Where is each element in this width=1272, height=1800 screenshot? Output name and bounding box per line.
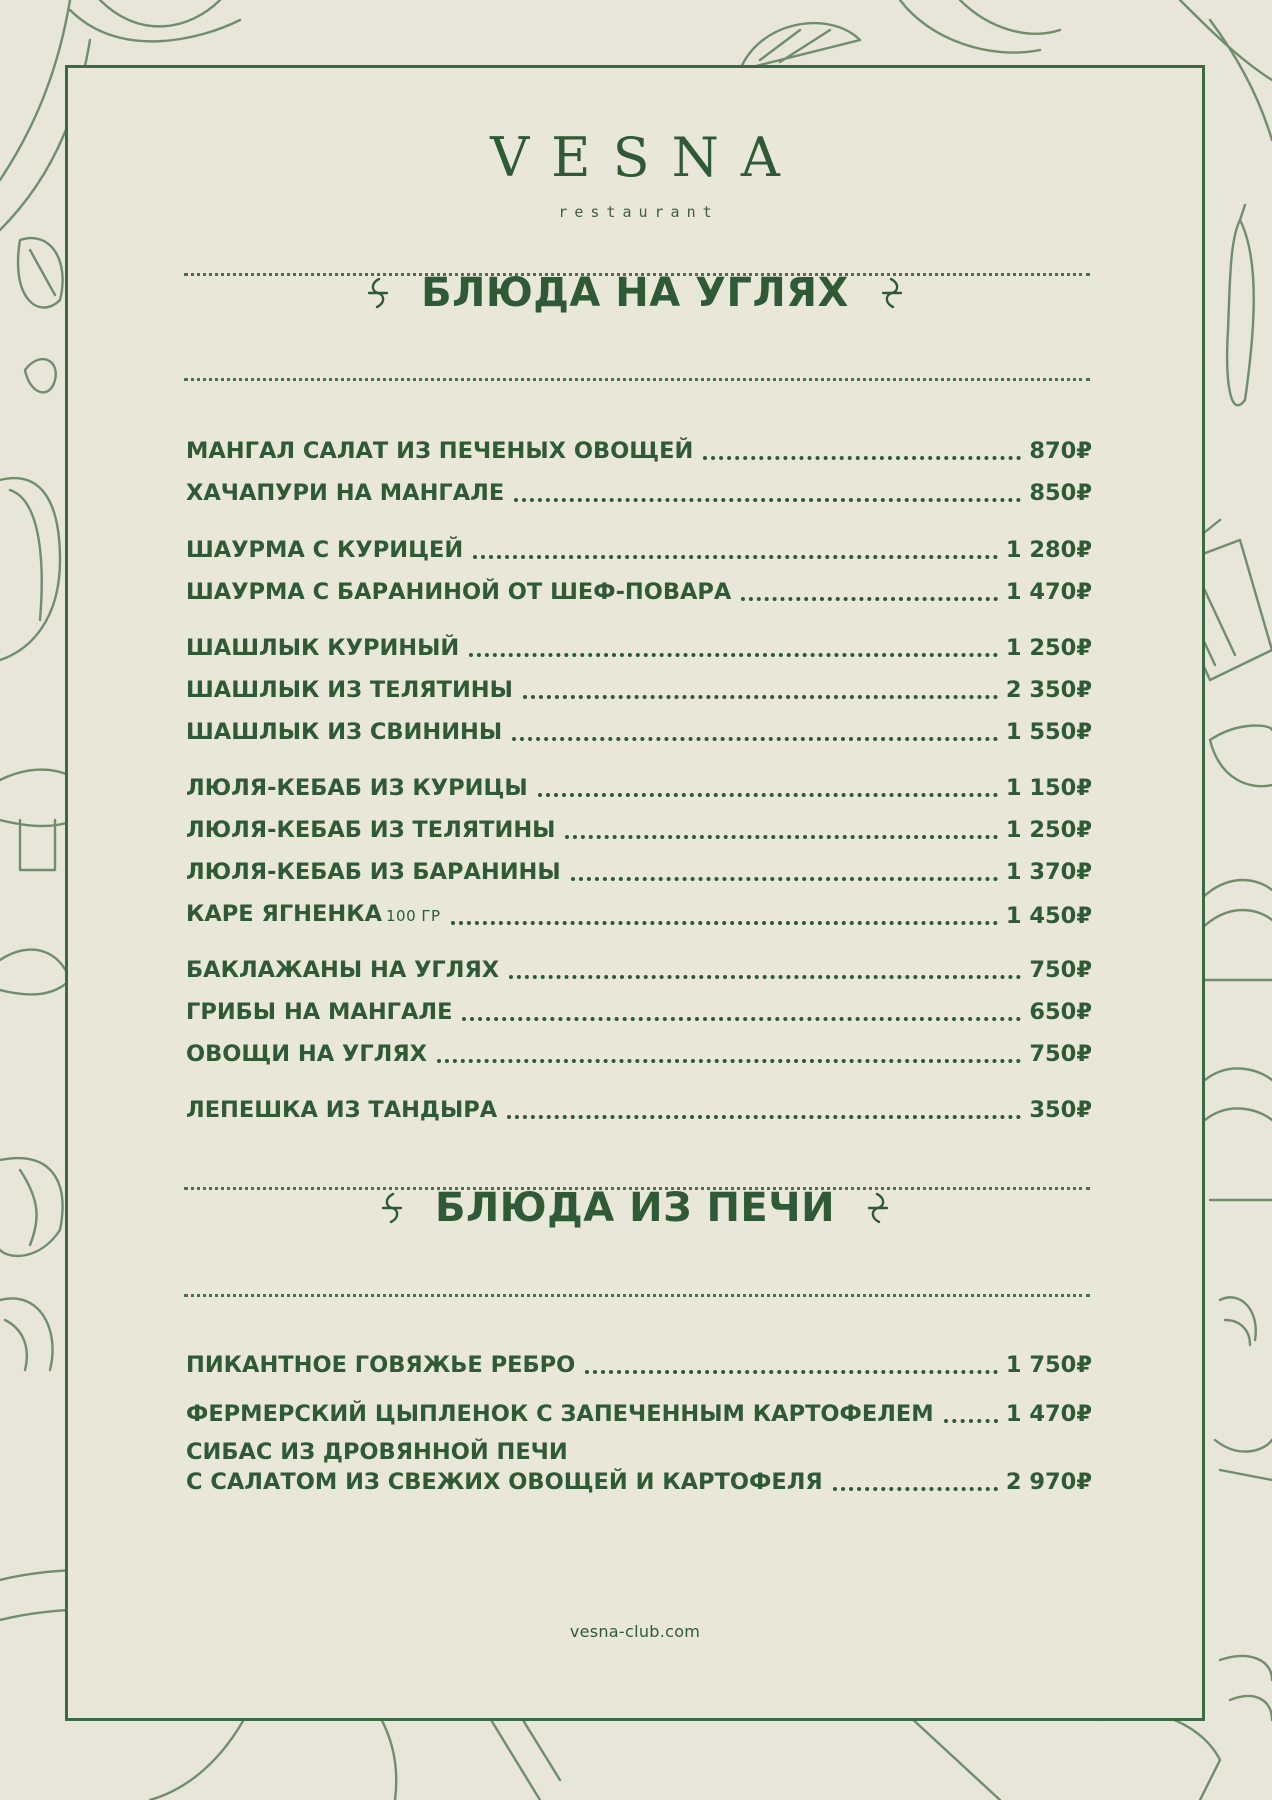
item-price: 350₽ xyxy=(1029,1097,1092,1123)
item-price: 1 550₽ xyxy=(1005,719,1092,745)
item-name: ШАУРМА С БАРАНИНОЙ ОТ ШЕФ-ПОВАРА xyxy=(186,579,732,605)
dotted-divider xyxy=(184,1294,1090,1297)
item-price: 2 350₽ xyxy=(1005,677,1092,703)
section-title-oven xyxy=(68,1178,1202,1238)
dot-leader xyxy=(741,597,998,601)
dot-leader xyxy=(462,1017,1021,1021)
item-name: ШАШЛЫК ИЗ ТЕЛЯТИНЫ xyxy=(186,677,513,703)
item-price: 1 250₽ xyxy=(1005,817,1092,843)
dot-leader xyxy=(509,975,1021,979)
item-price: 1 470₽ xyxy=(1005,579,1092,605)
flourish-left-icon xyxy=(365,275,391,311)
item-name xyxy=(186,899,441,931)
dot-leader xyxy=(538,793,998,797)
item-name: БАКЛАЖАНЫ НА УГЛЯХ xyxy=(186,957,500,983)
flourish-right-icon xyxy=(865,1190,891,1226)
item-name: ХАЧАПУРИ НА МАНГАЛЕ xyxy=(186,480,505,506)
menu-item xyxy=(186,633,1092,663)
menu-item xyxy=(186,1399,1092,1429)
item-name: МАНГАЛ САЛАТ ИЗ ПЕЧЕНЫХ ОВОЩЕЙ xyxy=(186,438,694,464)
menu-item xyxy=(186,478,1092,508)
menu-card xyxy=(65,65,1205,1721)
menu-item xyxy=(186,899,1092,931)
dot-leader xyxy=(585,1370,998,1374)
brand-name: VESNA xyxy=(490,126,802,189)
item-name-line2: С САЛАТОМ ИЗ СВЕЖИХ ОВОЩЕЙ И КАРТОФЕЛЯ xyxy=(186,1469,823,1495)
section-title-text: БЛЮДА ИЗ ПЕЧИ xyxy=(434,1185,836,1231)
menu-item xyxy=(186,675,1092,705)
item-name: ЛЕПЕШКА ИЗ ТАНДЫРА xyxy=(186,1097,498,1123)
item-portion-note: 100 ГР xyxy=(386,907,441,925)
item-name-text: КАРЕ ЯГНЕНКА xyxy=(186,901,382,927)
item-price: 2 970₽ xyxy=(1005,1469,1092,1495)
dot-leader xyxy=(523,695,998,699)
item-price: 1 470₽ xyxy=(1005,1401,1092,1427)
menu-item xyxy=(186,577,1092,607)
item-name: ФЕРМЕРСКИЙ ЦЫПЛЕНОК С ЗАПЕЧЕННЫМ КАРТОФЕЛЕМ xyxy=(186,1401,934,1427)
brand-subtitle: restaurant xyxy=(558,203,719,221)
item-price: 1 250₽ xyxy=(1005,635,1092,661)
dot-leader xyxy=(514,498,1021,502)
item-price: 870₽ xyxy=(1029,438,1092,464)
website-link[interactable]: vesna-club.com xyxy=(569,1622,701,1641)
item-price: 850₽ xyxy=(1029,480,1092,506)
menu-item xyxy=(186,436,1092,466)
item-price: 750₽ xyxy=(1029,1041,1092,1067)
dot-leader xyxy=(473,555,998,559)
dotted-divider xyxy=(184,378,1090,381)
dot-leader xyxy=(512,737,998,741)
section-title-grill xyxy=(68,263,1202,323)
menu-item xyxy=(186,997,1092,1027)
item-price: 1 750₽ xyxy=(1005,1352,1092,1378)
item-name-line1: СИБАС ИЗ ДРОВЯННОЙ ПЕЧИ xyxy=(186,1439,568,1465)
dot-leader xyxy=(437,1059,1021,1063)
menu-item xyxy=(186,857,1092,887)
item-name: ШАУРМА С КУРИЦЕЙ xyxy=(186,537,464,563)
dot-leader xyxy=(451,921,998,925)
item-price: 1 370₽ xyxy=(1005,859,1092,885)
dot-leader xyxy=(469,653,998,657)
dot-leader xyxy=(571,877,998,881)
item-name: ЛЮЛЯ-КЕБАБ ИЗ КУРИЦЫ xyxy=(186,775,528,801)
menu-item xyxy=(186,1095,1092,1125)
menu-item xyxy=(186,815,1092,845)
flourish-right-icon xyxy=(879,275,905,311)
menu-item xyxy=(186,1435,1092,1497)
flourish-left-icon xyxy=(379,1190,405,1226)
item-name: ОВОЩИ НА УГЛЯХ xyxy=(186,1041,428,1067)
dot-leader xyxy=(833,1487,998,1491)
item-name xyxy=(186,1437,823,1497)
item-price: 650₽ xyxy=(1029,999,1092,1025)
item-name: ШАШЛЫК КУРИНЫЙ xyxy=(186,635,460,661)
dot-leader xyxy=(944,1419,998,1423)
item-price: 1 450₽ xyxy=(1005,903,1092,929)
dot-leader xyxy=(565,835,997,839)
item-name: ПИКАНТНОЕ ГОВЯЖЬЕ РЕБРО xyxy=(186,1352,576,1378)
menu-item xyxy=(186,717,1092,747)
item-name: ШАШЛЫК ИЗ СВИНИНЫ xyxy=(186,719,503,745)
menu-item xyxy=(186,955,1092,985)
item-price: 1 280₽ xyxy=(1005,537,1092,563)
dot-leader xyxy=(507,1115,1021,1119)
item-price: 1 150₽ xyxy=(1005,775,1092,801)
menu-item xyxy=(186,1350,1092,1380)
section-title-text: БЛЮДА НА УГЛЯХ xyxy=(421,270,849,316)
menu-item xyxy=(186,535,1092,565)
item-name: ГРИБЫ НА МАНГАЛЕ xyxy=(186,999,453,1025)
dot-leader xyxy=(703,456,1021,460)
item-price: 750₽ xyxy=(1029,957,1092,983)
menu-item xyxy=(186,1039,1092,1069)
item-name: ЛЮЛЯ-КЕБАБ ИЗ БАРАНИНЫ xyxy=(186,859,561,885)
item-name: ЛЮЛЯ-КЕБАБ ИЗ ТЕЛЯТИНЫ xyxy=(186,817,556,843)
restaurant-logo xyxy=(68,126,1202,221)
menu-item xyxy=(186,773,1092,803)
